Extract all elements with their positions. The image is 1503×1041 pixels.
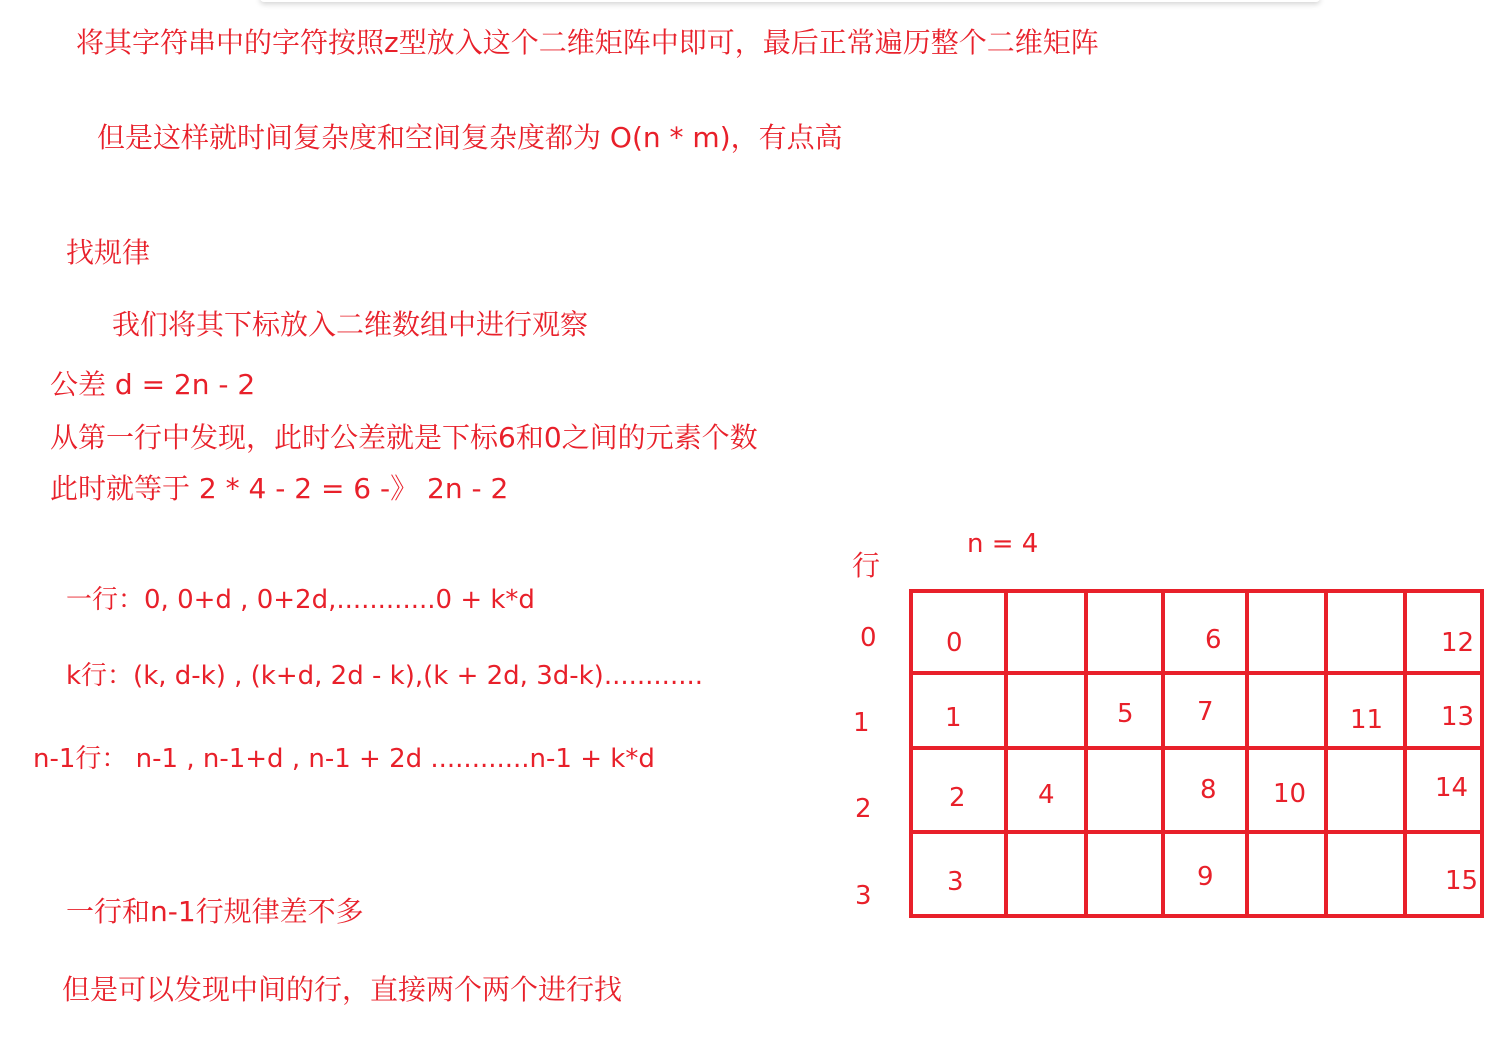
grid-cell-r3-c1 [1006,832,1086,916]
grid-cell-r1-c4 [1247,673,1326,748]
row-label-1: 1 [853,708,870,738]
cell-index-11: 11 [1350,705,1384,735]
n-value-label: n = 4 [967,529,1039,559]
cell-index-3: 3 [947,867,964,897]
cell-index-7: 7 [1197,697,1214,727]
grid-cell-r2-c5 [1326,748,1405,832]
difference-explanation: 从第一行中发现，此时公差就是下标6和0之间的元素个数 [50,421,758,454]
difference-calculation: 此时就等于 2 * 4 - 2 = 6 -》 2n - 2 [50,472,509,505]
grid-cell-r0-c4 [1247,591,1326,673]
grid-cell-r1-c1 [1006,673,1086,748]
middle-row-note: 但是可以发现中间的行，直接两个两个进行找 [62,973,623,1006]
intro-line: 将其字符串中的字符按照z型放入这个二维矩阵中即可，最后正常遍历整个二维矩阵 [76,26,1099,59]
grid-cell-r3-c2 [1086,832,1163,916]
cell-index-2: 2 [949,783,966,813]
row-label-2: 2 [855,794,872,824]
cell-index-1: 1 [945,703,962,733]
kth-row-pattern: k行：(k, d-k) , (k+d, 2d - k),(k + 2d, 3d-k)............ [66,661,704,691]
observation-line: 我们将其下标放入二维数组中进行观察 [112,308,589,341]
row-axis-header: 行 [852,549,881,582]
last-row-pattern: n-1行： n-1 , n-1+d , n-1 + 2d ............n-1 + k*d [33,744,655,774]
complexity-note: 但是这样就时间复杂度和空间复杂度都为 O(n * m)，有点高 [97,121,843,154]
section-heading-find-pattern: 找规律 [66,236,151,269]
cell-index-9: 9 [1197,862,1214,892]
common-difference-formula: 公差 d = 2n - 2 [50,368,256,401]
cell-index-10: 10 [1273,779,1307,809]
cell-index-8: 8 [1200,775,1217,805]
grid-cell-r3-c5 [1326,832,1405,916]
cell-index-4: 4 [1038,780,1055,810]
cell-index-15: 15 [1445,866,1479,896]
row-label-0: 0 [860,623,877,653]
grid-cell-r3-c4 [1247,832,1326,916]
cell-index-13: 13 [1441,702,1475,732]
first-last-row-note: 一行和n-1行规律差不多 [66,895,364,928]
cell-index-6: 6 [1205,625,1222,655]
grid-cell-r0-c1 [1006,591,1086,673]
grid-cell-r0-c2 [1086,591,1163,673]
cell-index-14: 14 [1435,773,1469,803]
cell-index-0: 0 [946,628,963,658]
grid-cell-r0-c5 [1326,591,1405,673]
grid-cell-r2-c2 [1086,748,1163,832]
cell-index-12: 12 [1441,628,1475,658]
cell-index-5: 5 [1117,699,1134,729]
row-label-3: 3 [855,881,872,911]
first-row-pattern: 一行：0, 0+d , 0+2d,............0 + k*d [66,585,535,615]
